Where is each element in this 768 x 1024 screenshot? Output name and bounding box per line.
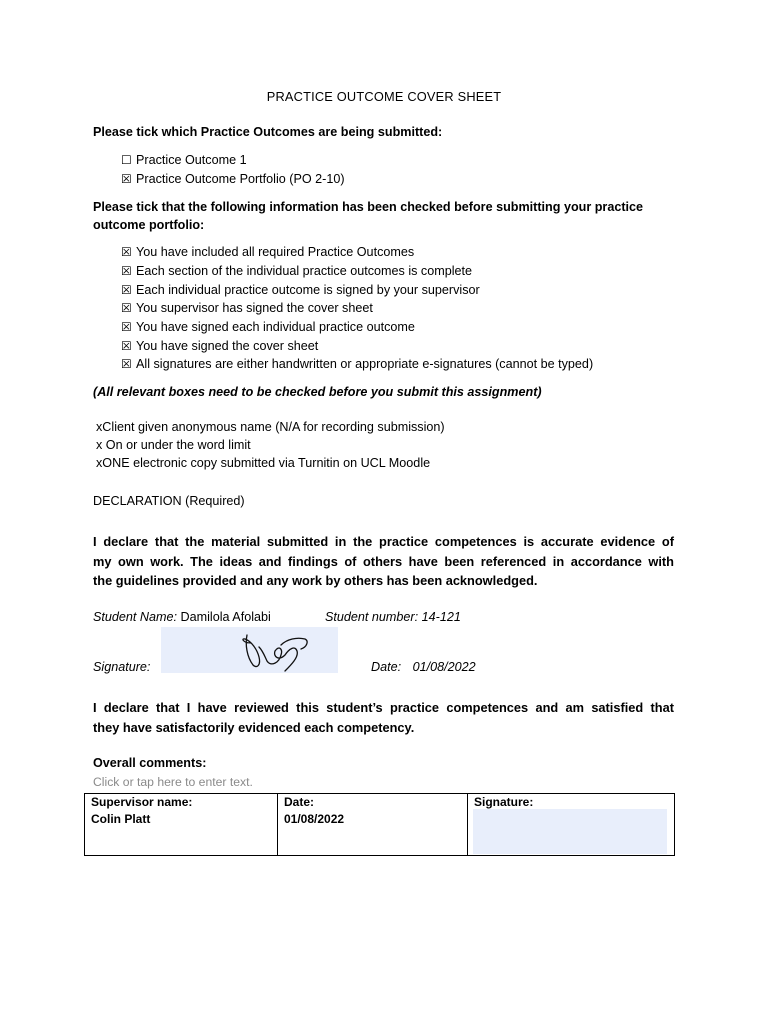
date-value[interactable]: 01/08/2022 [412, 660, 476, 674]
supervisor-date-cell [278, 794, 468, 856]
declaration-line: I declare that I have reviewed this student’s practice competences and am satisfied that [93, 700, 674, 715]
student-number-label: Student number: [325, 610, 419, 624]
extra-check-item: x On or under the word limit [96, 438, 251, 452]
checkbox-checked-icon[interactable]: ☒ [121, 172, 132, 186]
checkbox-checked-icon[interactable]: ☒ [121, 301, 132, 315]
supervisor-date-value[interactable]: 01/08/2022 [284, 812, 345, 826]
extra-check-item: xONE electronic copy submitted via Turnitin on UCL Moodle [96, 456, 431, 470]
student-number-value[interactable]: 14-121 [421, 610, 461, 624]
extra-check-item: xClient given anonymous name (N/A for recording submission) [96, 420, 445, 434]
declaration-heading: DECLARATION (Required) [93, 494, 245, 508]
checkbox-item[interactable] [121, 339, 318, 353]
checkbox-label: You have included all required Practice Outcomes [136, 245, 415, 259]
checkbox-checked-icon[interactable]: ☒ [121, 264, 132, 278]
student-name-row [93, 610, 271, 624]
checkbox-item[interactable] [121, 245, 414, 259]
signature-label: Signature: [93, 660, 151, 674]
section1-heading: Please tick which Practice Outcomes are being submitted: [93, 125, 443, 139]
section2-heading-line2: outcome portfolio: [93, 218, 205, 232]
checkbox-label: Each section of the individual practice outcomes is complete [136, 264, 473, 278]
checkbox-label: You have signed the cover sheet [136, 339, 319, 353]
student-name-label: Student Name: [93, 610, 178, 624]
student-declaration [93, 532, 674, 591]
checkbox-label: Practice Outcome Portfolio (PO 2-10) [136, 172, 345, 186]
supervisor-date-header: Date: [284, 795, 315, 809]
checkbox-checked-icon[interactable]: ☒ [121, 245, 132, 259]
checkbox-item[interactable] [121, 264, 472, 278]
checkbox-item[interactable] [121, 301, 373, 315]
checkbox-label: Practice Outcome 1 [136, 153, 247, 167]
student-name-value[interactable]: Damilola Afolabi [180, 610, 271, 624]
comments-label: Overall comments: [93, 756, 207, 770]
checkbox-checked-icon[interactable]: ☒ [121, 283, 132, 297]
checkbox-checked-icon[interactable]: ☒ [121, 357, 132, 371]
supervisor-name-value[interactable]: Colin Platt [91, 812, 151, 826]
checkbox-unchecked-icon[interactable]: ☐ [121, 153, 132, 167]
checkbox-label: Each individual practice outcome is signed by your supervisor [136, 283, 480, 297]
checkbox-item[interactable] [121, 357, 593, 371]
supervisor-name-cell [85, 794, 278, 856]
comments-input[interactable]: Click or tap here to enter text. [93, 775, 253, 789]
student-signature-field[interactable] [161, 627, 338, 673]
date-row [371, 660, 476, 674]
supervisor-signature-field[interactable] [473, 809, 667, 854]
checkbox-checked-icon[interactable]: ☒ [121, 339, 132, 353]
supervisor-declaration [93, 698, 674, 737]
supervisor-signature-header: Signature: [474, 795, 534, 809]
checkbox-label: All signatures are either handwritten or appropriate e-signatures (cannot be typed) [136, 357, 594, 371]
declaration-line: I declare that the material submitted in the practice competences is accurate evidence of [93, 534, 674, 549]
declaration-line: the guidelines provided and any work by others has been acknowledged. [93, 573, 538, 588]
declaration-line: they have satisfactorily evidenced each competency. [93, 719, 415, 735]
supervisor-table [84, 793, 675, 856]
checkbox-item[interactable] [121, 320, 415, 334]
student-number-row [325, 610, 461, 624]
declaration-line: my own work. The ideas and findings of others have been referenced in accordance with [93, 553, 674, 569]
supervisor-signature-cell [468, 794, 675, 856]
checkbox-label: You supervisor has signed the cover sheet [136, 301, 373, 315]
checkbox-item[interactable] [121, 172, 345, 186]
checkbox-checked-icon[interactable]: ☒ [121, 320, 132, 334]
section2-heading-line1: Please tick that the following information has been checked before submitting your practice [93, 200, 644, 214]
checkbox-item[interactable] [121, 283, 480, 297]
checkbox-label: You have signed each individual practice outcome [136, 320, 415, 334]
date-label: Date: [371, 660, 402, 674]
checkbox-item[interactable] [121, 153, 247, 167]
page-title: PRACTICE OUTCOME COVER SHEET [266, 89, 502, 104]
handwritten-signature-icon [161, 627, 338, 673]
supervisor-name-header: Supervisor name: [91, 795, 193, 809]
submission-note: (All relevant boxes need to be checked before you submit this assignment) [93, 385, 542, 399]
